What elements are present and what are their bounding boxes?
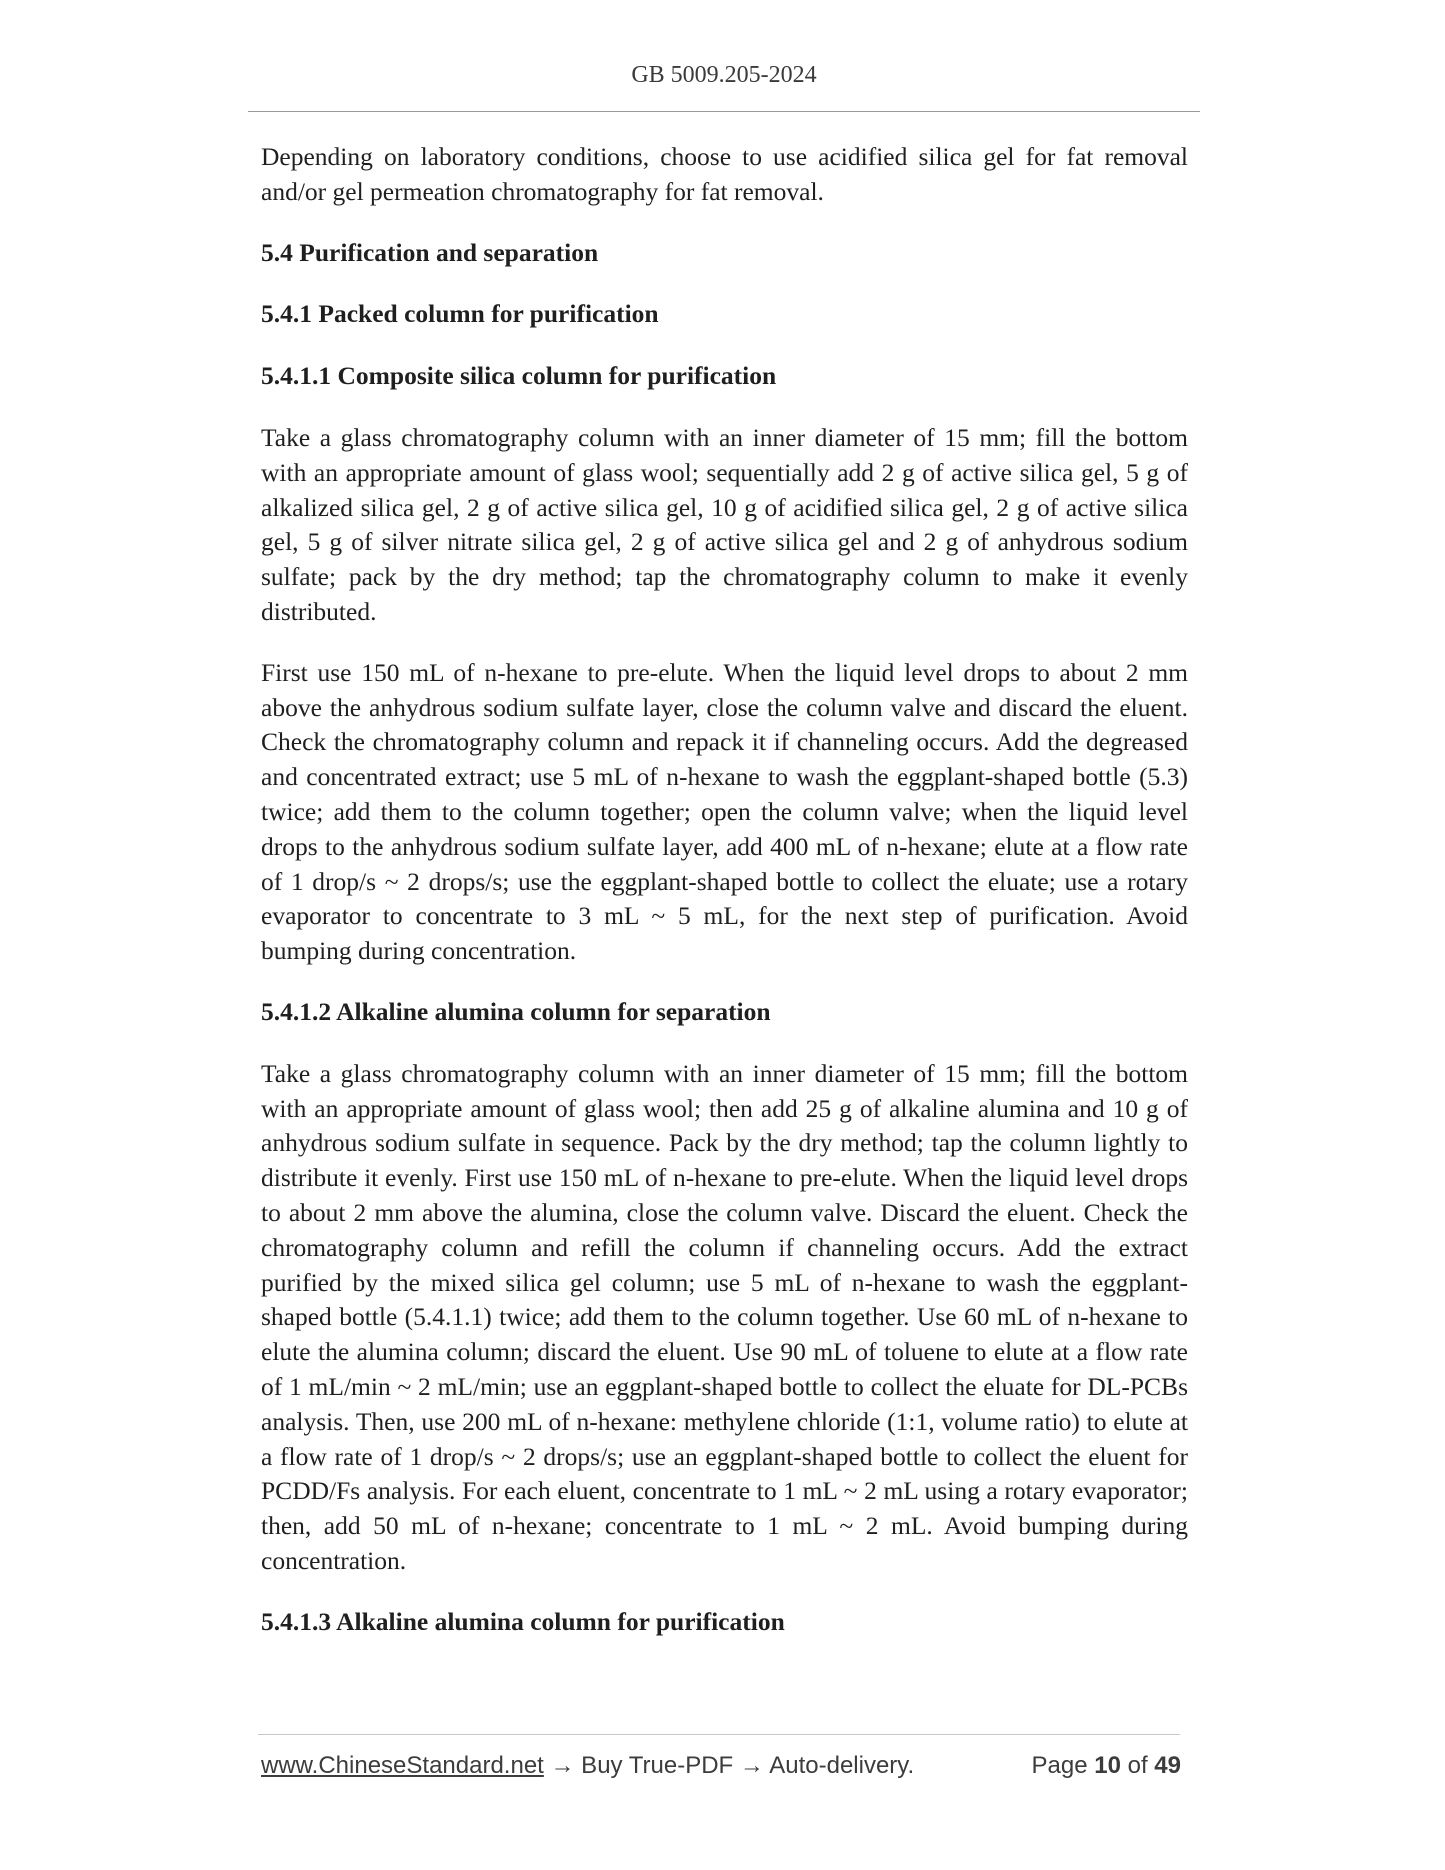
footer-divider — [258, 1734, 1180, 1735]
footer-promo — [261, 1752, 914, 1780]
heading-5-4-1-2: 5.4.1.2 Alkaline alumina column for separation — [261, 996, 771, 1026]
footer-promo-text: → Buy True-PDF → Auto-delivery. — [543, 1752, 915, 1779]
heading-5-4-1: 5.4.1 Packed column for purification — [261, 299, 659, 329]
paragraph-composite-silica-packing: Take a glass chromatography column with an inner diameter of 15 mm; fill the bottom with an appropriate amount of glass wool; sequentially add 2 g of active silica gel, 5 g of alkalized silica gel, 2 g of active silica gel, 10 g of acidified silica gel, 2 g of active silica gel, 5 g of silver nitrate silica gel, 2 g of active silica gel and 2 g of anhydrous sodium sulfate; pack by the dry method; tap the chromatography column to make it evenly distributed. — [261, 422, 1188, 626]
page-header-standard-code: GB 5009.205-2024 — [631, 62, 817, 88]
page-total: 49 — [1154, 1752, 1181, 1779]
heading-5-4-1-1: 5.4.1.1 Composite silica column for purification — [261, 361, 777, 391]
chinese-standard-link[interactable]: www.ChineseStandard.net — [261, 1752, 544, 1779]
paragraph-fat-removal: Depending on laboratory conditions, choose to use acidified silica gel for fat removal and/or gel permeation chromatography for fat removal. — [261, 142, 1188, 206]
page-of: of — [1120, 1752, 1155, 1779]
heading-5-4-1-3: 5.4.1.3 Alkaline alumina column for purification — [261, 1606, 785, 1636]
header-divider — [248, 111, 1200, 112]
heading-5-4: 5.4 Purification and separation — [261, 237, 599, 267]
paragraph-composite-silica-elution: First use 150 mL of n-hexane to pre-elute. When the liquid level drops to about 2 mm above the anhydrous sodium sulfate layer, close the column valve and discard the eluent. Check the chromatography column and repack it if channeling occurs. Add the degreased and concentrated extract; use 5 mL of n-hexane to wash the eggplant-shaped bottle (5.3) twice; add them to the column together; open the column valve; when the liquid level drops to the anhydrous sodium sulfate layer, add 400 mL of n-hexane; elute at a flow rate of 1 drop/s ~ 2 drops/s; use the eggplant-shaped bottle to collect the eluate; use a rotary evaporator to concentrate to 3 mL ~ 5 mL, for the next step of purification. Avoid bumping during concentration. — [261, 657, 1188, 966]
page-number — [1032, 1752, 1181, 1780]
paragraph-alumina-separation: Take a glass chromatography column with an inner diameter of 15 mm; fill the bottom with an appropriate amount of glass wool; then add 25 g of alkaline alumina and 10 g of anhydrous sodium sulfate in sequence. Pack by the dry method; tap the column lightly to distribute it evenly. First use 150 mL of n-hexane to pre-elute. When the liquid level drops to about 2 mm above the alumina, close the column valve. Discard the eluent. Check the chromatography column and refill the column if channeling occurs. Add the extract purified by the mixed silica gel column; use 5 mL of n-hexane to wash the eggplant-shaped bottle (5.4.1.1) twice; add them to the column together. Use 60 mL of n-hexane to elute the alumina column; discard the eluent. Use 90 mL of toluene to elute at a flow rate of 1 mL/min ~ 2 mL/min; use an eggplant-shaped bottle to collect the eluate for DL-PCBs analysis. Then, use 200 mL of n-hexane: methylene chloride (1:1, volume ratio) to elute at a flow rate of 1 drop/s ~ 2 drops/s; use an eggplant-shaped bottle to collect the eluent for PCDD/Fs analysis. For each eluent, concentrate to 1 mL ~ 2 mL using a rotary evaporator; then, add 50 mL of n-hexane; concentrate to 1 mL ~ 2 mL. Avoid bumping during concentration. — [261, 1058, 1188, 1575]
document-body — [261, 140, 1188, 1666]
page-label: Page — [1031, 1752, 1095, 1779]
page-current: 10 — [1094, 1752, 1121, 1779]
